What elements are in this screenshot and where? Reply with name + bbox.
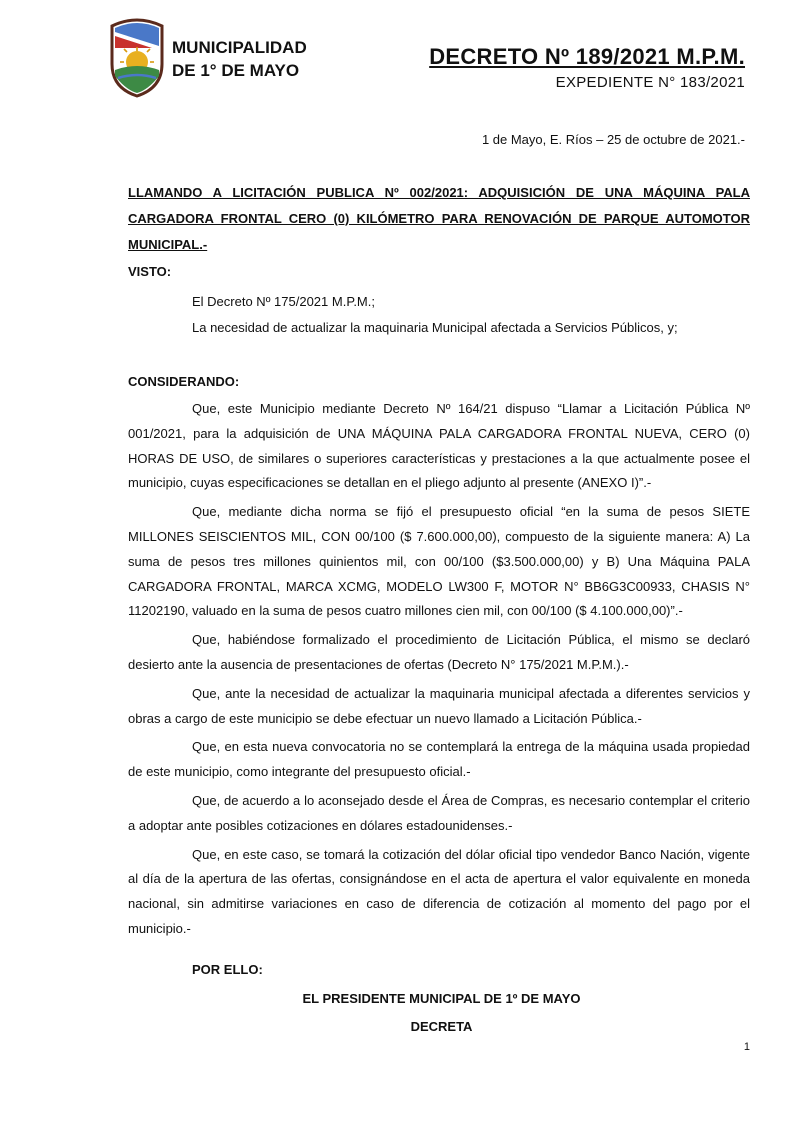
considerando-paragraph: Que, en esta nueva convocatoria no se contemplará la entrega de la máquina usada propiedad de este municipio, como integrante del presupuesto oficial.- — [128, 739, 750, 780]
expediente-number: EXPEDIENTE N° 183/2021 — [555, 74, 745, 91]
municipality-name — [172, 36, 307, 82]
municipal-coat-of-arms-logo — [106, 16, 168, 98]
visto-heading: VISTO: — [128, 264, 172, 279]
visto-item: La necesidad de actualizar la maquinaria Municipal afectada a Servicios Públicos, y; — [192, 320, 678, 335]
decreta-heading: DECRETA — [410, 1019, 473, 1034]
considerando-body — [128, 397, 750, 946]
place-and-date: 1 de Mayo, E. Ríos – 25 de octubre de 2021.- — [481, 132, 745, 147]
considerando-paragraph: Que, en este caso, se tomará la cotización del dólar oficial tipo vendedor Banco Nación, vigente al día de la apertura de las ofertas, consignándose en el acta de apertura el valor equivalente en moneda nacional, sin admitirse variaciones en caso de diferencia de cotización al momento del pago por el municipio.- — [128, 846, 750, 936]
decree-subject: LLAMANDO A LICITACIÓN PUBLICA Nº 002/2021: ADQUISICIÓN DE UNA MÁQUINA PALA CARGADORA FRONTAL CERO (0) KILÓMETRO PARA RENOVACIÓN DE PARQUE AUTOMOTOR MUNICIPAL.- — [128, 185, 750, 252]
considerando-paragraph: Que, ante la necesidad de actualizar la maquinaria municipal afectada a diferentes servicios y obras a cargo de este municipio se debe efectuar un nuevo llamado a Licitación Pública.- — [128, 685, 750, 726]
visto-item: El Decreto Nº 175/2021 M.P.M.; — [192, 294, 375, 309]
considerando-heading: CONSIDERANDO: — [128, 374, 240, 389]
visto-list — [192, 289, 678, 341]
decree-title: DECRETO Nº 189/2021 M.P.M. — [429, 44, 745, 69]
considerando-paragraph: Que, mediante dicha norma se fijó el presupuesto oficial “en la suma de pesos SIETE MILLONES SEISCIENTOS MIL, CON 00/100 ($ 7.600.000,00), compuesto de la siguiente manera: A) La suma de pesos tres millones quinientos mil, con 00/100 ($3.500.000,00) y B) Una Máquina PALA CARGADORA FRONTAL, MARCA XCMG, MODELO LW300 F, MOTOR N° BB6G3C00933, CHASIS N° 11202190, valuado en la suma de pesos cuatro millones cien mil, con 00/100 ($ 4.100.000,00)”.- — [128, 504, 750, 619]
page-number: 1 — [743, 1041, 750, 1053]
president-heading: EL PRESIDENTE MUNICIPAL DE 1º DE MAYO — [302, 991, 581, 1006]
por-ello-label: POR ELLO: — [192, 962, 263, 977]
municipality-name-line1: MUNICIPALIDAD — [172, 38, 307, 57]
considerando-paragraph: Que, este Municipio mediante Decreto Nº 164/21 dispuso “Llamar a Licitación Pública Nº 001/2021, para la adquisición de UNA MÁQUINA PALA CARGADORA FRONTAL NUEVA, CERO (0) HORAS DE USO, de similares o superiores características y prestaciones a la que actualmente posee el municipio, cuyas especificaciones se detallan en el pliego adjunto al presente (ANEXO I)”.- — [128, 401, 750, 491]
considerando-paragraph: Que, de acuerdo a lo aconsejado desde el Área de Compras, es necesario contemplar el criterio a adoptar ante posibles cotizaciones en dólares estadounidenses.- — [128, 792, 750, 833]
municipality-name-line2: DE 1° DE MAYO — [172, 61, 300, 80]
considerando-paragraph: Que, habiéndose formalizado el procedimiento de Licitación Pública, el mismo se declaró desierto ante la ausencia de presentaciones de ofertas (Decreto N° 175/2021 M.P.M.).- — [128, 632, 750, 672]
